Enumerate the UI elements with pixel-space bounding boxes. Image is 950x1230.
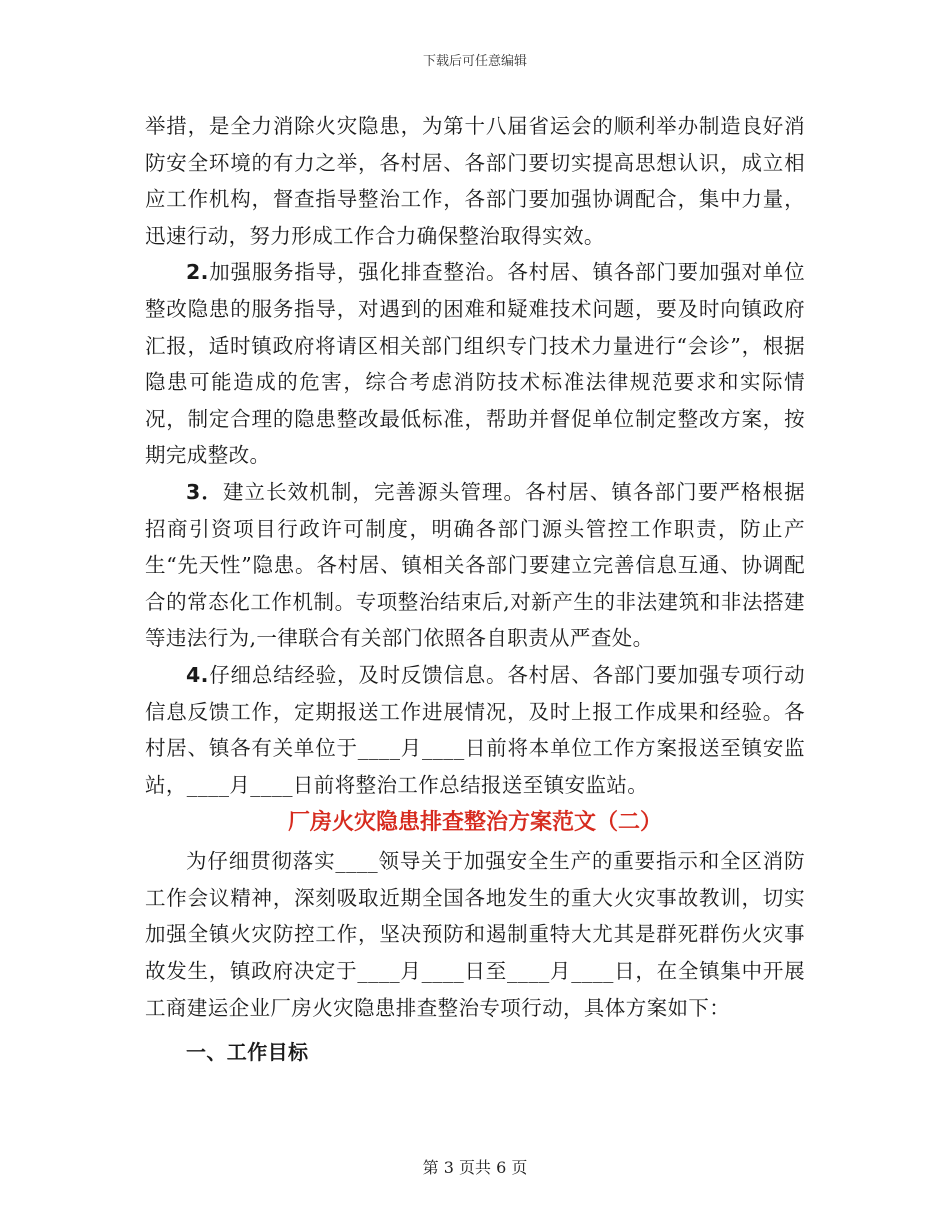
section-heading: 一、工作目标 bbox=[186, 1040, 309, 1065]
paragraph-item-4 bbox=[145, 657, 805, 803]
item-text: 加强服务指导，强化排查整治。各村居、镇各部门要加强对单位整改隐患的服务指导，对遇到的困难和疑难技术问题，要及时向镇政府汇报，适时镇政府将请区相关部门组织专门技术力量进行“会诊”，根据隐患可能造成的危害，综合考虑消防技术标准法律规范要求和实际情况，制定合理的隐患整改最低标准，帮助并督促单位制定整改方案，按期完成整改。 bbox=[145, 260, 805, 468]
document-body bbox=[145, 108, 805, 1071]
page-header: 下载后可任意编辑 bbox=[422, 54, 527, 69]
item-number: 3． bbox=[186, 479, 223, 504]
paragraph-item-2 bbox=[145, 254, 805, 474]
item-text: 仔细总结经验，及时反馈信息。各村居、各部门要加强专项行动信息反馈工作，定期报送工作进展情况，及时上报工作成果和经验。各村居、镇各有关单位于____月____日前将本单位工作方案报送至镇安监站，____月____日前将整治工作总结报送至镇安监站。 bbox=[145, 662, 805, 797]
item-number: 4. bbox=[186, 662, 209, 687]
intro-paragraph: 为仔细贯彻落实____领导关于加强安全生产的重要指示和全区消防工作会议精神，深刻吸取近期全国各地发生的重大火灾事故教训，切实加强全镇火灾防控工作，坚决预防和遏制重特大尤其是群死群伤火灾事故发生，镇政府决定于____月____日至____月____日，在全镇集中开展工商建运企业厂房火灾隐患排查整治专项行动，具体方案如下： bbox=[145, 849, 805, 1020]
paragraph-continuation: 举措，是全力消除火灾隐患，为第十八届省运会的顺利举办制造良好消防安全环境的有力之举，各村居、各部门要切实提高思想认识，成立相应工作机构，督查指导整治工作，各部门要加强协调配合，集中力量，迅速行动，努力形成工作合力确保整治取得实效。 bbox=[145, 114, 805, 248]
page-footer: 第 3 页共 6 页 bbox=[422, 1158, 528, 1177]
item-text: 建立长效机制，完善源头管理。各村居、镇各部门要严格根据招商引资项目行政许可制度，明确各部门源头管控工作职责，防止产生“先天性”隐患。各村居、镇相关各部门要建立完善信息互通、协调配合的常态化工作机制。专项整治结束后,对新产生的非法建筑和非法搭建等违法行为,一律联合有关部门依照各自职责从严查处。 bbox=[145, 479, 805, 651]
item-number: 2. bbox=[186, 260, 209, 285]
paragraph-item-3 bbox=[145, 474, 805, 657]
document-title: 厂房火灾隐患排查整治方案范文（二） bbox=[287, 810, 662, 836]
